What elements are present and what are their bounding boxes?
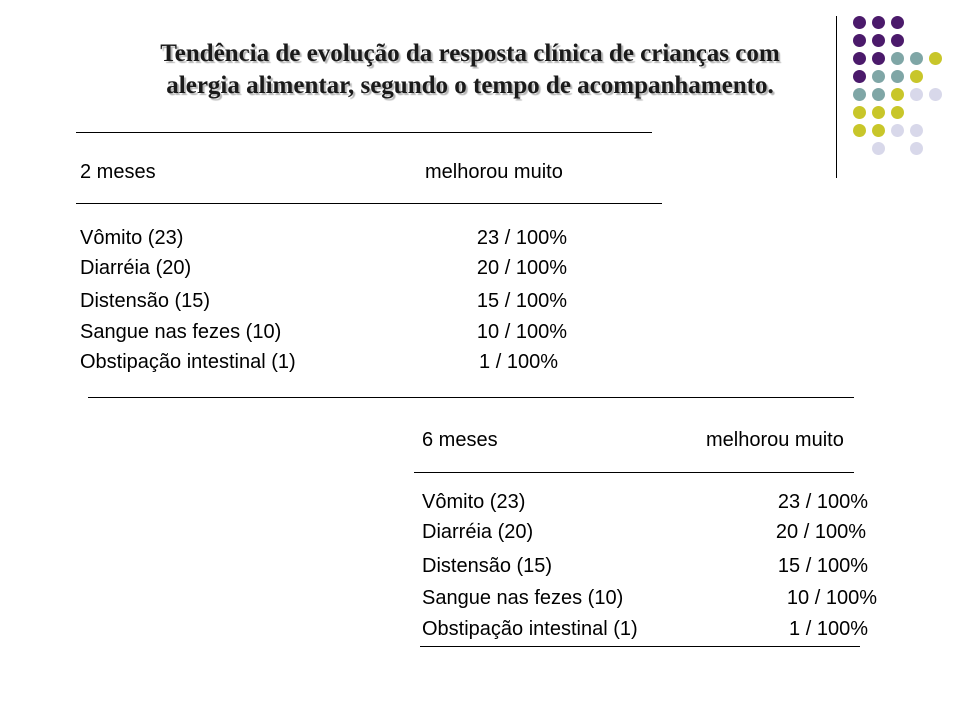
period-label-2m: 2 meses xyxy=(80,161,156,183)
dot xyxy=(929,88,942,101)
dot xyxy=(853,124,866,137)
symptom-label: Vômito (23) xyxy=(80,227,184,249)
symptom-label: Distensão (15) xyxy=(422,555,553,577)
dot xyxy=(872,16,885,29)
symptom-value: 20 / 100% xyxy=(476,257,567,279)
dot xyxy=(910,142,923,155)
outcome-header-6m: melhorou muito xyxy=(706,429,844,451)
symptom-label: Diarréia (20) xyxy=(80,257,192,279)
title-line-2: alergia alimentar, segundo o tempo de acompanhamento. xyxy=(166,72,774,99)
symptom-value: 15 / 100% xyxy=(476,290,567,312)
symptom-label: Obstipação intestinal (1) xyxy=(80,351,296,373)
dot xyxy=(929,52,942,65)
symptom-label: Sangue nas fezes (10) xyxy=(422,587,624,609)
dot xyxy=(891,124,904,137)
symptom-label: Sangue nas fezes (10) xyxy=(80,321,282,343)
dot xyxy=(910,124,923,137)
slide-title xyxy=(40,38,900,102)
title-line-1: Tendência de evolução da resposta clínica de crianças com xyxy=(160,40,780,67)
symptom-label: Obstipação intestinal (1) xyxy=(422,618,638,640)
dot xyxy=(910,52,923,65)
symptom-label: Diarréia (20) xyxy=(422,521,534,543)
divider xyxy=(76,203,662,204)
divider xyxy=(420,646,860,647)
outcome-header-2m: melhorou muito xyxy=(425,161,563,183)
symptom-value: 10 / 100% xyxy=(476,321,567,343)
symptom-label: Vômito (23) xyxy=(422,491,526,513)
dot xyxy=(872,106,885,119)
symptom-value: 23 / 100% xyxy=(777,491,868,513)
dot xyxy=(872,124,885,137)
symptom-value: 23 / 100% xyxy=(476,227,567,249)
symptom-label: Distensão (15) xyxy=(80,290,211,312)
symptom-value: 1 / 100% xyxy=(789,618,868,640)
divider xyxy=(76,132,652,133)
symptom-value: 15 / 100% xyxy=(777,555,868,577)
symptom-value: 1 / 100% xyxy=(479,351,558,373)
divider xyxy=(88,397,854,398)
dot xyxy=(910,70,923,83)
dot xyxy=(910,88,923,101)
symptom-value: 10 / 100% xyxy=(786,587,877,609)
dot xyxy=(891,16,904,29)
dot xyxy=(853,16,866,29)
period-label-6m: 6 meses xyxy=(422,429,498,451)
divider xyxy=(414,472,854,473)
symptom-value: 20 / 100% xyxy=(775,521,866,543)
dot xyxy=(872,142,885,155)
dot xyxy=(891,106,904,119)
dot xyxy=(853,106,866,119)
